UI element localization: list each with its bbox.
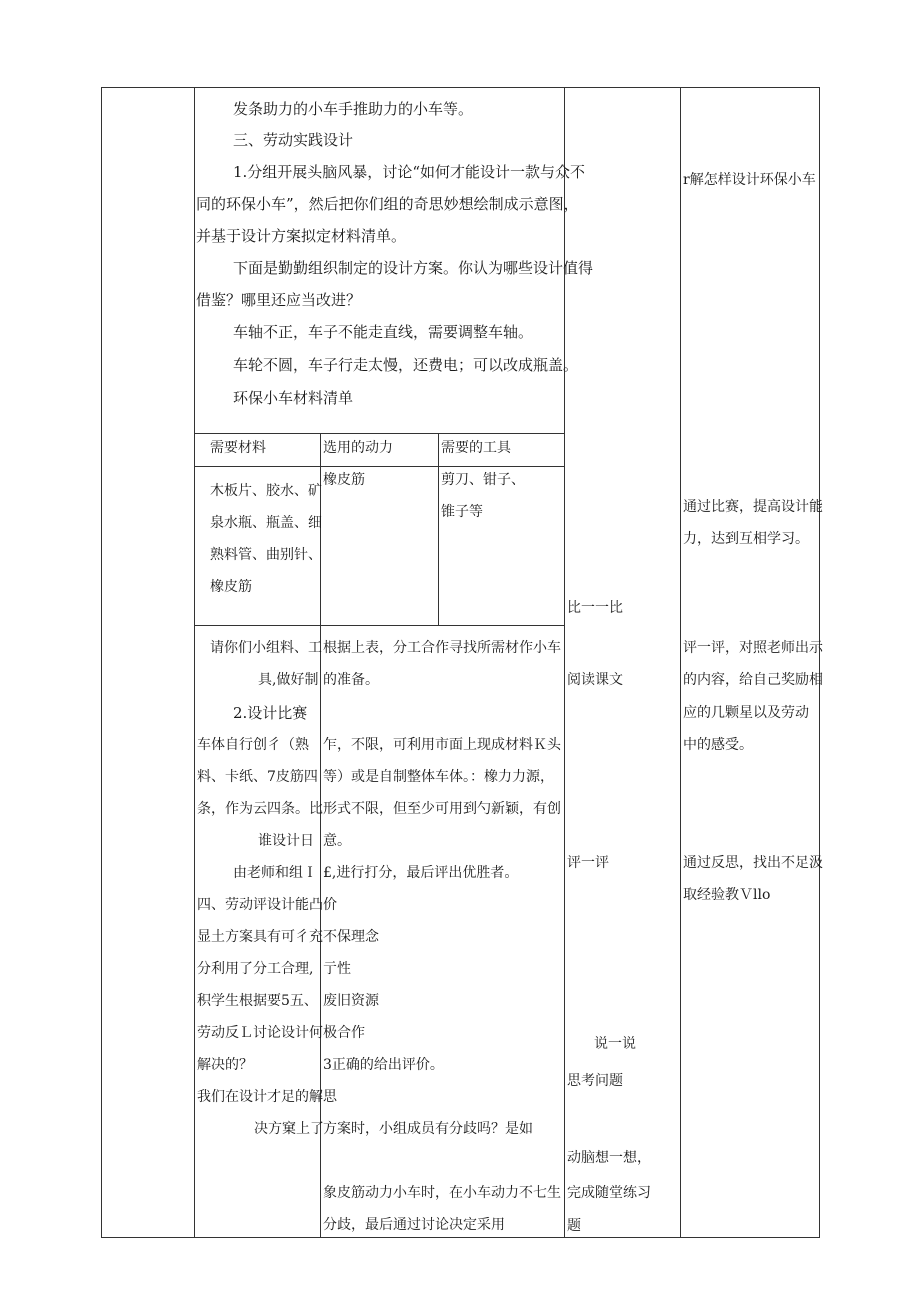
intent3-line3: 应的几颗星以及劳动 [683, 705, 809, 721]
left-line-4: 料、卡纸、7皮筋四 [197, 769, 318, 785]
table-bottom-border [101, 1237, 820, 1238]
activity-evaluate: 评一评 [567, 855, 609, 871]
mid-line-8: 不保理念 [323, 929, 379, 945]
left-line-3: 车体自行创彳（熟 [197, 737, 309, 753]
header-power: 选用的动力 [323, 440, 393, 456]
materials-line1: 木板片、胶水、矿 [210, 483, 322, 499]
col-border-0 [101, 87, 102, 1238]
intent3-line4: 中的感受。 [683, 737, 753, 753]
intent3-line1: 评一评，对照老师出示 [683, 640, 823, 656]
mid-line-0: 根据上表，分工合作寻找所需材作小车 [323, 640, 561, 656]
inner-table-header-bottom [194, 466, 564, 467]
intent2-line2: 力，达到互相学习。 [683, 531, 809, 547]
mid-line-3: 等）或是自制整体车体。：橡力力源， [323, 769, 554, 785]
mid-line-14: 方案时，小组成员有分歧吗？是如 [323, 1121, 533, 1137]
activity-brain-line2: 完成随堂练习 [567, 1185, 651, 1201]
materials-line4: 橡皮筋 [210, 579, 252, 595]
left-line-0: 请你们小组料、工 [210, 640, 322, 656]
mid-line-2: 乍，不限，可利用市面上现成材料Ｋ头 [323, 737, 561, 753]
header-materials: 需要材料 [210, 440, 266, 456]
tools-line2: 锥子等 [441, 504, 483, 520]
intent1: r解怎样设计环保小车 [683, 172, 816, 188]
task1-line2: 同的环保小车”，然后把你们组的奇思妙想绘制成示意图， [196, 195, 579, 213]
intent3-line2: 的内容，给自己奖励相 [683, 672, 823, 688]
intent4-line1: 通过反思，找出不足汲 [683, 855, 823, 871]
example-line1: 下面是勤勤组织制定的设计方案。你认为哪些设计值得 [233, 259, 594, 277]
list-title: 环保小车材料清单 [233, 389, 354, 407]
inner-table-bottom [194, 625, 564, 626]
mid-line-5: 意。 [323, 833, 351, 849]
left-line-10: 分利用了分工合理, [197, 961, 314, 977]
intent4-line2: 取经验教Ｖllo [683, 887, 771, 903]
mid-line-9: 亍性 [323, 961, 351, 977]
left-line-2: 2.设计比赛 [233, 704, 308, 722]
header-tools: 需要的工具 [441, 440, 511, 456]
task1-line1: 1.分组开展头脑风暴，讨论“如何才能设计一款与众不 [233, 163, 585, 181]
mid-line-11: 极合作 [323, 1025, 365, 1041]
left-line-15: 决方窠上了 [254, 1121, 324, 1137]
mid-line-6: £,进行打分，最后评出优胜者。 [323, 865, 519, 881]
activity-compare: 比一一比 [567, 600, 623, 616]
inner-col-2 [438, 433, 439, 626]
power-cell: 橡皮筋 [323, 472, 365, 488]
left-line-6: 谁设计日 [258, 833, 314, 849]
left-line-12: 劳动反Ｌ讨论设计何 [197, 1025, 323, 1041]
mid-line-12: 3正确的给出评价。 [323, 1057, 444, 1073]
left-line-8: 四、劳动评设计能凸 [197, 897, 323, 913]
left-line-7: 由老师和组Ｉ [233, 865, 317, 881]
left-line-13: 解决的？ [197, 1057, 253, 1073]
left-line-14: 我们在设计才足的解 [197, 1089, 323, 1105]
left-line-1: 具,做好制 [258, 672, 319, 688]
mid-line-15: 象皮筋动力小车时，在小车动力不七生 [323, 1185, 561, 1201]
left-line-11: 积学生根据要5五、 [197, 993, 318, 1009]
intent2-line1: 通过比赛，提高设计能 [683, 499, 823, 515]
activity-talk: 说一说 [594, 1036, 636, 1052]
intro-text: 发条助力的小车手推助力的小车等。 [233, 100, 474, 118]
activity-read: 阅读课文 [567, 672, 623, 688]
col-border-4 [819, 87, 820, 1238]
mid-line-4: 形式不限，但至少可用到勺新颖，有创 [323, 801, 561, 817]
issue2-text: 车轮不圆，车子行走太慢，还费电；可以改成瓶盖。 [233, 356, 579, 374]
inner-table-top [194, 433, 564, 434]
materials-line3: 熟料管、曲别针、 [210, 547, 322, 563]
col-border-3 [680, 87, 681, 1238]
activity-brain-line3: 题 [567, 1218, 581, 1234]
activity-think: 思考问题 [567, 1073, 623, 1089]
left-line-5: 条，作为云四条。比 [197, 801, 323, 817]
col-border-1 [194, 87, 195, 1238]
mid-line-13: 思 [323, 1089, 337, 1105]
mid-line-10: 废旧资源 [323, 993, 379, 1009]
table-top-border [101, 87, 820, 88]
activity-brain-line1: 动脑想一想， [567, 1150, 651, 1166]
mid-line-16: 分歧，最后通过讨论决定采用 [323, 1217, 505, 1233]
materials-line2: 泉水瓶、瓶盖、细 [210, 515, 322, 531]
example-line2: 借鉴？哪里还应当改进？ [196, 291, 362, 309]
section3-title: 三、劳动实践设计 [233, 131, 354, 149]
mid-line-1: 的准备。 [323, 672, 379, 688]
mid-line-7: 价 [323, 897, 337, 913]
issue1-text: 车轴不正，车子不能走直线，需要调整车轴。 [233, 323, 534, 341]
tools-line1: 剪刀、钳子、 [441, 472, 525, 488]
task1-line3: 并基于设计方案拟定材料清单。 [196, 227, 407, 245]
left-line-9: 显土方案具有可彳充 [197, 929, 323, 945]
